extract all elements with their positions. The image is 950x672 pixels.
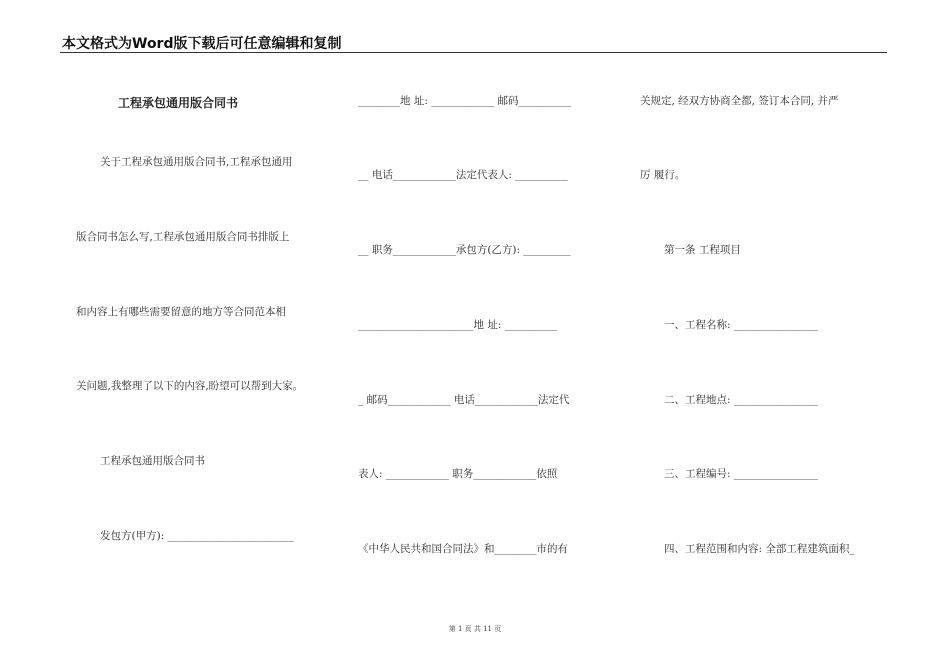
text-line: 表人: ____________ 职务____________依照: [358, 468, 558, 480]
text-line: 工程承包通用版合同书: [100, 455, 205, 467]
section-heading: 第一条 工程项目: [664, 244, 741, 256]
text-line: 《中华人民共和国合同法》和________市的有: [358, 543, 568, 555]
header-divider: [60, 52, 887, 53]
text-line: 关规定, 经双方协商全都, 签订本合同, 并严: [640, 95, 839, 107]
text-line: 一、工程名称: ________________: [664, 319, 818, 331]
document-title: 工程承包通用版合同书: [118, 96, 239, 110]
text-line: ________地 址: ____________ 邮码__________: [358, 95, 572, 107]
text-line: 关于工程承包通用版合同书,工程承包通用: [100, 156, 293, 168]
text-line: 和内容上有哪些需要留意的地方等合同范本相: [76, 306, 286, 318]
text-line: 二、工程地点: ________________: [664, 394, 818, 406]
text-line: ______________________地 址: __________: [358, 319, 558, 331]
text-line: 三、工程编号: ________________: [664, 468, 818, 480]
text-line: __ 电话____________法定代表人: __________: [358, 169, 568, 181]
header-title: 本文格式为Word版下载后可任意编辑和复制: [62, 36, 342, 52]
text-line: __ 职务____________承包方(乙方): _________: [358, 244, 571, 256]
page-number: 第 1 页 共 11 页: [448, 625, 502, 633]
text-line: _ 邮码____________ 电话____________法定代: [358, 394, 570, 406]
text-line: 关问题,我整理了以下的内容,盼望可以帮到大家。: [76, 380, 304, 392]
text-line: 厉 履行。: [640, 169, 686, 181]
party-a-field: 发包方(甲方): ________________________: [100, 530, 294, 542]
text-line: 四、工程范围和内容: 全部工程建筑面积_: [664, 543, 855, 555]
text-line: 版合同书怎么写,工程承包通用版合同书排版上: [76, 231, 290, 243]
